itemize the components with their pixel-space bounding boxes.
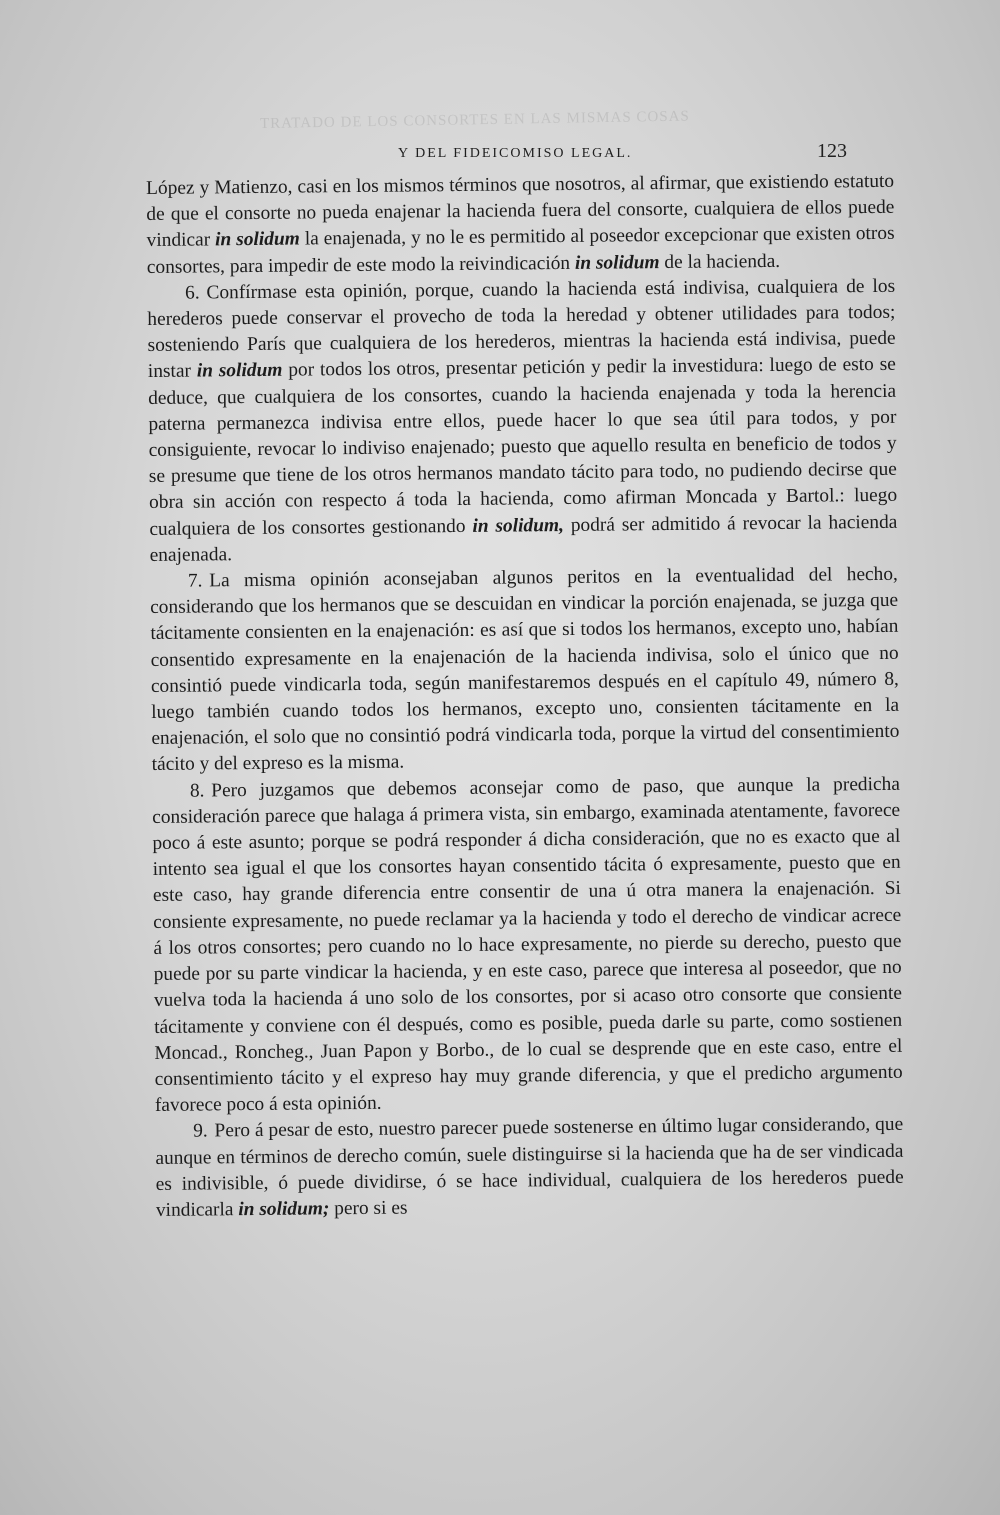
paragraph-text: pero si es bbox=[329, 1197, 408, 1220]
italic-term: in solidum; bbox=[238, 1198, 330, 1221]
body-text bbox=[146, 169, 904, 1224]
italic-term: in solidum, bbox=[472, 514, 564, 537]
italic-term: in solidum bbox=[196, 360, 283, 382]
page-header bbox=[0, 140, 1000, 170]
paragraph-6 bbox=[147, 274, 898, 569]
paragraph-text: La misma opinión aconsejaban algunos peritos en la eventualidad del hecho, considerando que los hermanos que se descuidan en vindicar la porción enajenada, se juzga que tácitamente consienten en la enajenación: es así que si todos los hermanos, excepto uno, habían consentido expresamente en la enajenación de la hacienda indivisa, solo el único que no consintió puede vindicarla toda, según manifestaremos después en el capítulo 49, número 8, luego también cuando todos los hermanos, excepto uno, consienten tácitamente en la enajenación, el solo que no consintió podrá vindicarla toda, porque la virtud del consentimiento tácito y del expreso es la misma. bbox=[150, 563, 900, 776]
bleed-through-text: TRATADO DE LOS CONSORTES EN LAS MISMAS COSAS bbox=[259, 108, 690, 133]
paragraph-text: podrá ser admitido á revocar la hacienda enajenada. bbox=[149, 511, 898, 566]
italic-term: in solidum bbox=[215, 228, 300, 251]
paragraph-number: 6. bbox=[185, 282, 200, 304]
paragraph-number: 7. bbox=[187, 570, 203, 592]
paragraph-continued bbox=[146, 169, 895, 281]
paragraph-text: Confírmase esta opinión, porque, cuando la hacienda está indivisa, cualquiera de los herederos puede conservar el provecho de toda la heredad y obtener utilidades para todos; sosteniendo París que cualquiera de los herederos, mientras la hacienda está indivisa, puede instar bbox=[147, 275, 896, 383]
paragraph-number: 9. bbox=[193, 1120, 208, 1142]
paragraph-7 bbox=[150, 562, 900, 779]
paragraph-text: por todos los otros, presentar petición y pedir la investidura: luego de esto se deduce, que cualquiera de los consortes, cuando la hacienda enajenada y toda la herencia paterna permanezca indivisa entre ellos, puede hacer lo que sea útil para todos, y por consiguiente, revocar lo indiviso enajenado; puesto que aquello resulta en beneficio de todos y se presume que tiene de los otros hermanos mandato tácito para todo, no pudiendo decirse que obra sin acción con respecto á toda la hacienda, como afirman Moncada y Bartol.: luego cualquiera de los consortes gestionando bbox=[148, 354, 898, 540]
paragraph-text: López y Matienzo, casi en los mismos términos que nosotros, al afirmar, que existiendo estatuto de que el consorte no pueda enajenar la hacienda fuera del consorte, cualquiera de ellos puede vindicar bbox=[146, 170, 895, 252]
paragraph-text: Pero á pesar de esto, nuestro parecer puede sostenerse en último lugar considerando, que aunque en términos de derecho común, suele distinguirse si la hacienda que ha de ser vindicada es indivisible, ó puede dividirse, ó se hace individual, cualquiera de los herederos puede vindicarla bbox=[155, 1114, 904, 1221]
paragraph-text: de la hacienda. bbox=[659, 250, 781, 273]
paragraph-text: Pero juzgamos que debemos aconsejar como de paso, que aunque la predicha consideración parece que halaga á primera vista, sin embargo, examinada atentamente, favorece poco á este asunto; porque se podrá responder á dicha consideración, que no es exacto que al intento sea igual el que los consortes hayan consentido tácita ó expresamente, puesto que en este caso, hay grande diferencia entre consentir de una ú otra manera la enajenación. Si consiente expresamente, no puede reclamar ya la hacienda y todo el derecho de vindicar acrece á los otros consortes; pero cuando no lo hace expresamente, no pierde su derecho, puesto que puede por su parte vindicar la hacienda, y en este caso, parece que interesa al poseedor, que no vuelva toda la hacienda á uno solo de los consortes, por si acaso otro consorte que consiente tácitamente y conviene con él después, como es posible, pueda darle su parte, como sostienen Moncad., Roncheg., Juan Papon y Borbo., de lo cual se desprende que en este caso, entre el consentimiento tácito y el expreso hay muy grande diferencia, y que el predicho argumento favorece poco á esta opinión. bbox=[152, 773, 903, 1117]
running-title: Y DEL FIDEICOMISO LEGAL. bbox=[398, 146, 633, 161]
paragraph-number: 8. bbox=[189, 780, 205, 802]
page-number: 123 bbox=[817, 140, 847, 162]
paragraph-8 bbox=[152, 771, 903, 1119]
italic-term: in solidum bbox=[574, 251, 660, 274]
paragraph-9 bbox=[155, 1112, 904, 1224]
paragraph-text: la enajenada, y no le es permitido al poseedor excepcionar que existen otros consortes, para impedir de este modo la reivindicación bbox=[146, 223, 895, 278]
